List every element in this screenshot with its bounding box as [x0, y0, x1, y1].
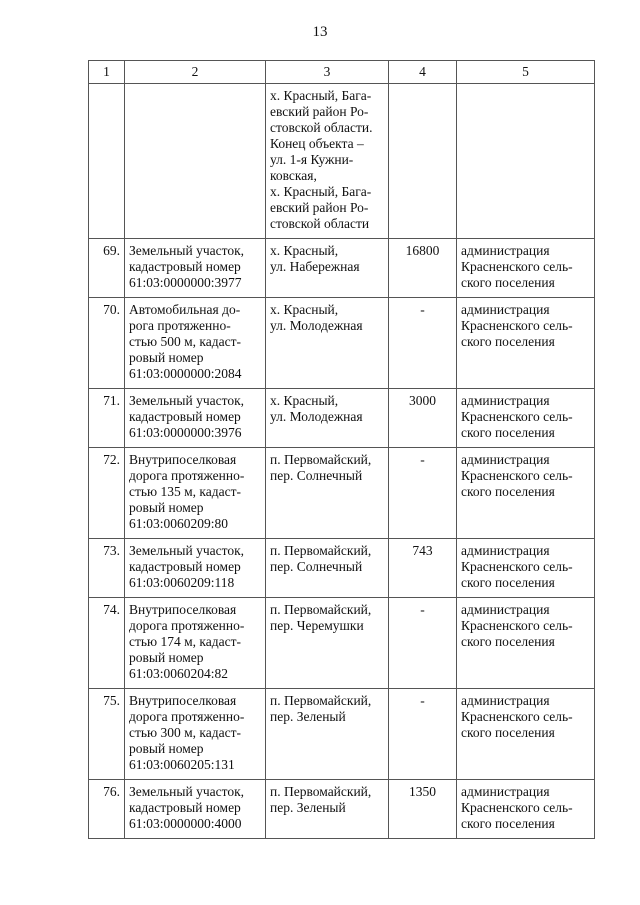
table-row: [89, 298, 595, 389]
row-number-cell: [89, 689, 125, 780]
object-area: 1350: [409, 784, 436, 799]
object-name-cell: [125, 539, 266, 598]
object-location: х. Красный, ул. Молодежная: [270, 393, 363, 424]
rights-holder-cell: [457, 689, 595, 780]
object-name: Земельный участок, кадастровый номер 61:03:0060209:118: [129, 543, 245, 590]
object-name: Внутрипоселковая дорога протяженно- стью 300 м, кадаст- ровый номер 61:03:0060205:131: [129, 693, 245, 772]
object-name: Земельный участок, кадастровый номер 61:03:0000000:4000: [129, 784, 245, 831]
table-row: [89, 239, 595, 298]
object-area-cell: [389, 539, 457, 598]
row-number-cell: [89, 239, 125, 298]
object-area: -: [420, 602, 425, 617]
object-area-cell: [389, 298, 457, 389]
object-location-cell: [266, 539, 389, 598]
object-location-cell: [266, 84, 389, 239]
object-location-cell: [266, 389, 389, 448]
object-location-cell: [266, 448, 389, 539]
rights-holder: администрация Красненского сель- ского поселения: [461, 243, 573, 290]
object-name-cell: [125, 448, 266, 539]
table-row: [89, 389, 595, 448]
object-location-cell: [266, 298, 389, 389]
rights-holder: администрация Красненского сель- ского поселения: [461, 302, 573, 349]
object-location-cell: [266, 780, 389, 839]
rights-holder: администрация Красненского сель- ского поселения: [461, 543, 573, 590]
rights-holder-cell: [457, 298, 595, 389]
rights-holder-cell: [457, 448, 595, 539]
row-number: 70.: [103, 302, 120, 317]
row-number-cell: [89, 448, 125, 539]
object-location: х. Красный, ул. Набережная: [270, 243, 360, 274]
column-header: 3: [266, 61, 389, 84]
object-area: -: [420, 302, 425, 317]
row-number: 72.: [103, 452, 120, 467]
rights-holder-cell: [457, 780, 595, 839]
row-number-cell: [89, 539, 125, 598]
object-location-cell: [266, 239, 389, 298]
object-name-cell: [125, 689, 266, 780]
object-area-cell: [389, 389, 457, 448]
table-row: [89, 84, 595, 239]
table-header-row: [89, 61, 595, 84]
object-location: п. Первомайский, пер. Черемушки: [270, 602, 372, 633]
object-name-cell: [125, 598, 266, 689]
object-location: п. Первомайский, пер. Зеленый: [270, 784, 372, 815]
object-area-cell: [389, 689, 457, 780]
object-area: -: [420, 452, 425, 467]
rights-holder: администрация Красненского сель- ского поселения: [461, 784, 573, 831]
object-name: Внутрипоселковая дорога протяженно- стью 135 м, кадаст- ровый номер 61:03:0060209:80: [129, 452, 245, 531]
object-area: 16800: [405, 243, 440, 258]
object-area: 743: [412, 543, 433, 558]
row-number-cell: [89, 780, 125, 839]
object-location: п. Первомайский, пер. Солнечный: [270, 543, 372, 574]
rights-holder-cell: [457, 598, 595, 689]
table-row: [89, 598, 595, 689]
row-number-cell: [89, 298, 125, 389]
row-number-cell: [89, 598, 125, 689]
object-area: 3000: [409, 393, 436, 408]
row-number-cell: [89, 389, 125, 448]
row-number-cell: [89, 84, 125, 239]
object-area-cell: [389, 448, 457, 539]
object-location: п. Первомайский, пер. Зеленый: [270, 693, 372, 724]
rights-holder: администрация Красненского сель- ского поселения: [461, 602, 573, 649]
object-area-cell: [389, 84, 457, 239]
rights-holder-cell: [457, 539, 595, 598]
object-location: п. Первомайский, пер. Солнечный: [270, 452, 372, 483]
rights-holder: администрация Красненского сель- ского поселения: [461, 393, 573, 440]
table-row: [89, 689, 595, 780]
rights-holder: администрация Красненского сель- ского поселения: [461, 452, 573, 499]
object-location: х. Красный, ул. Молодежная: [270, 302, 363, 333]
rights-holder-cell: [457, 239, 595, 298]
column-header: 1: [89, 61, 125, 84]
object-area-cell: [389, 239, 457, 298]
object-name: Автомобильная до- рога протяженно- стью 500 м, кадаст- ровый номер 61:03:0000000:2084: [129, 302, 242, 381]
object-location: х. Красный, Бага- евский район Ро- стовской области. Конец объекта – ул. 1-я Кужни- ковская, х. Красный, Бага- евский район Ро- стовской области: [270, 88, 373, 231]
object-name: Земельный участок, кадастровый номер 61:03:0000000:3977: [129, 243, 245, 290]
table-row: [89, 780, 595, 839]
property-registry-table: [88, 60, 595, 839]
object-name: Внутрипоселковая дорога протяженно- стью 174 м, кадаст- ровый номер 61:03:0060204:82: [129, 602, 245, 681]
object-location-cell: [266, 689, 389, 780]
object-name-cell: [125, 84, 266, 239]
row-number: 74.: [103, 602, 120, 617]
page-number: 13: [312, 24, 328, 40]
rights-holder-cell: [457, 389, 595, 448]
row-number: 69.: [103, 243, 120, 258]
column-header: 2: [125, 61, 266, 84]
object-name-cell: [125, 389, 266, 448]
object-area-cell: [389, 780, 457, 839]
object-name-cell: [125, 239, 266, 298]
row-number: 76.: [103, 784, 120, 799]
object-name-cell: [125, 298, 266, 389]
object-location-cell: [266, 598, 389, 689]
object-name-cell: [125, 780, 266, 839]
row-number: 71.: [103, 393, 120, 408]
row-number: 73.: [103, 543, 120, 558]
column-header: 5: [457, 61, 595, 84]
rights-holder-cell: [457, 84, 595, 239]
column-header: 4: [389, 61, 457, 84]
object-name: Земельный участок, кадастровый номер 61:03:0000000:3976: [129, 393, 245, 440]
row-number: 75.: [103, 693, 120, 708]
rights-holder: администрация Красненского сель- ского поселения: [461, 693, 573, 740]
table-row: [89, 448, 595, 539]
table-row: [89, 539, 595, 598]
object-area: -: [420, 693, 425, 708]
object-area-cell: [389, 598, 457, 689]
